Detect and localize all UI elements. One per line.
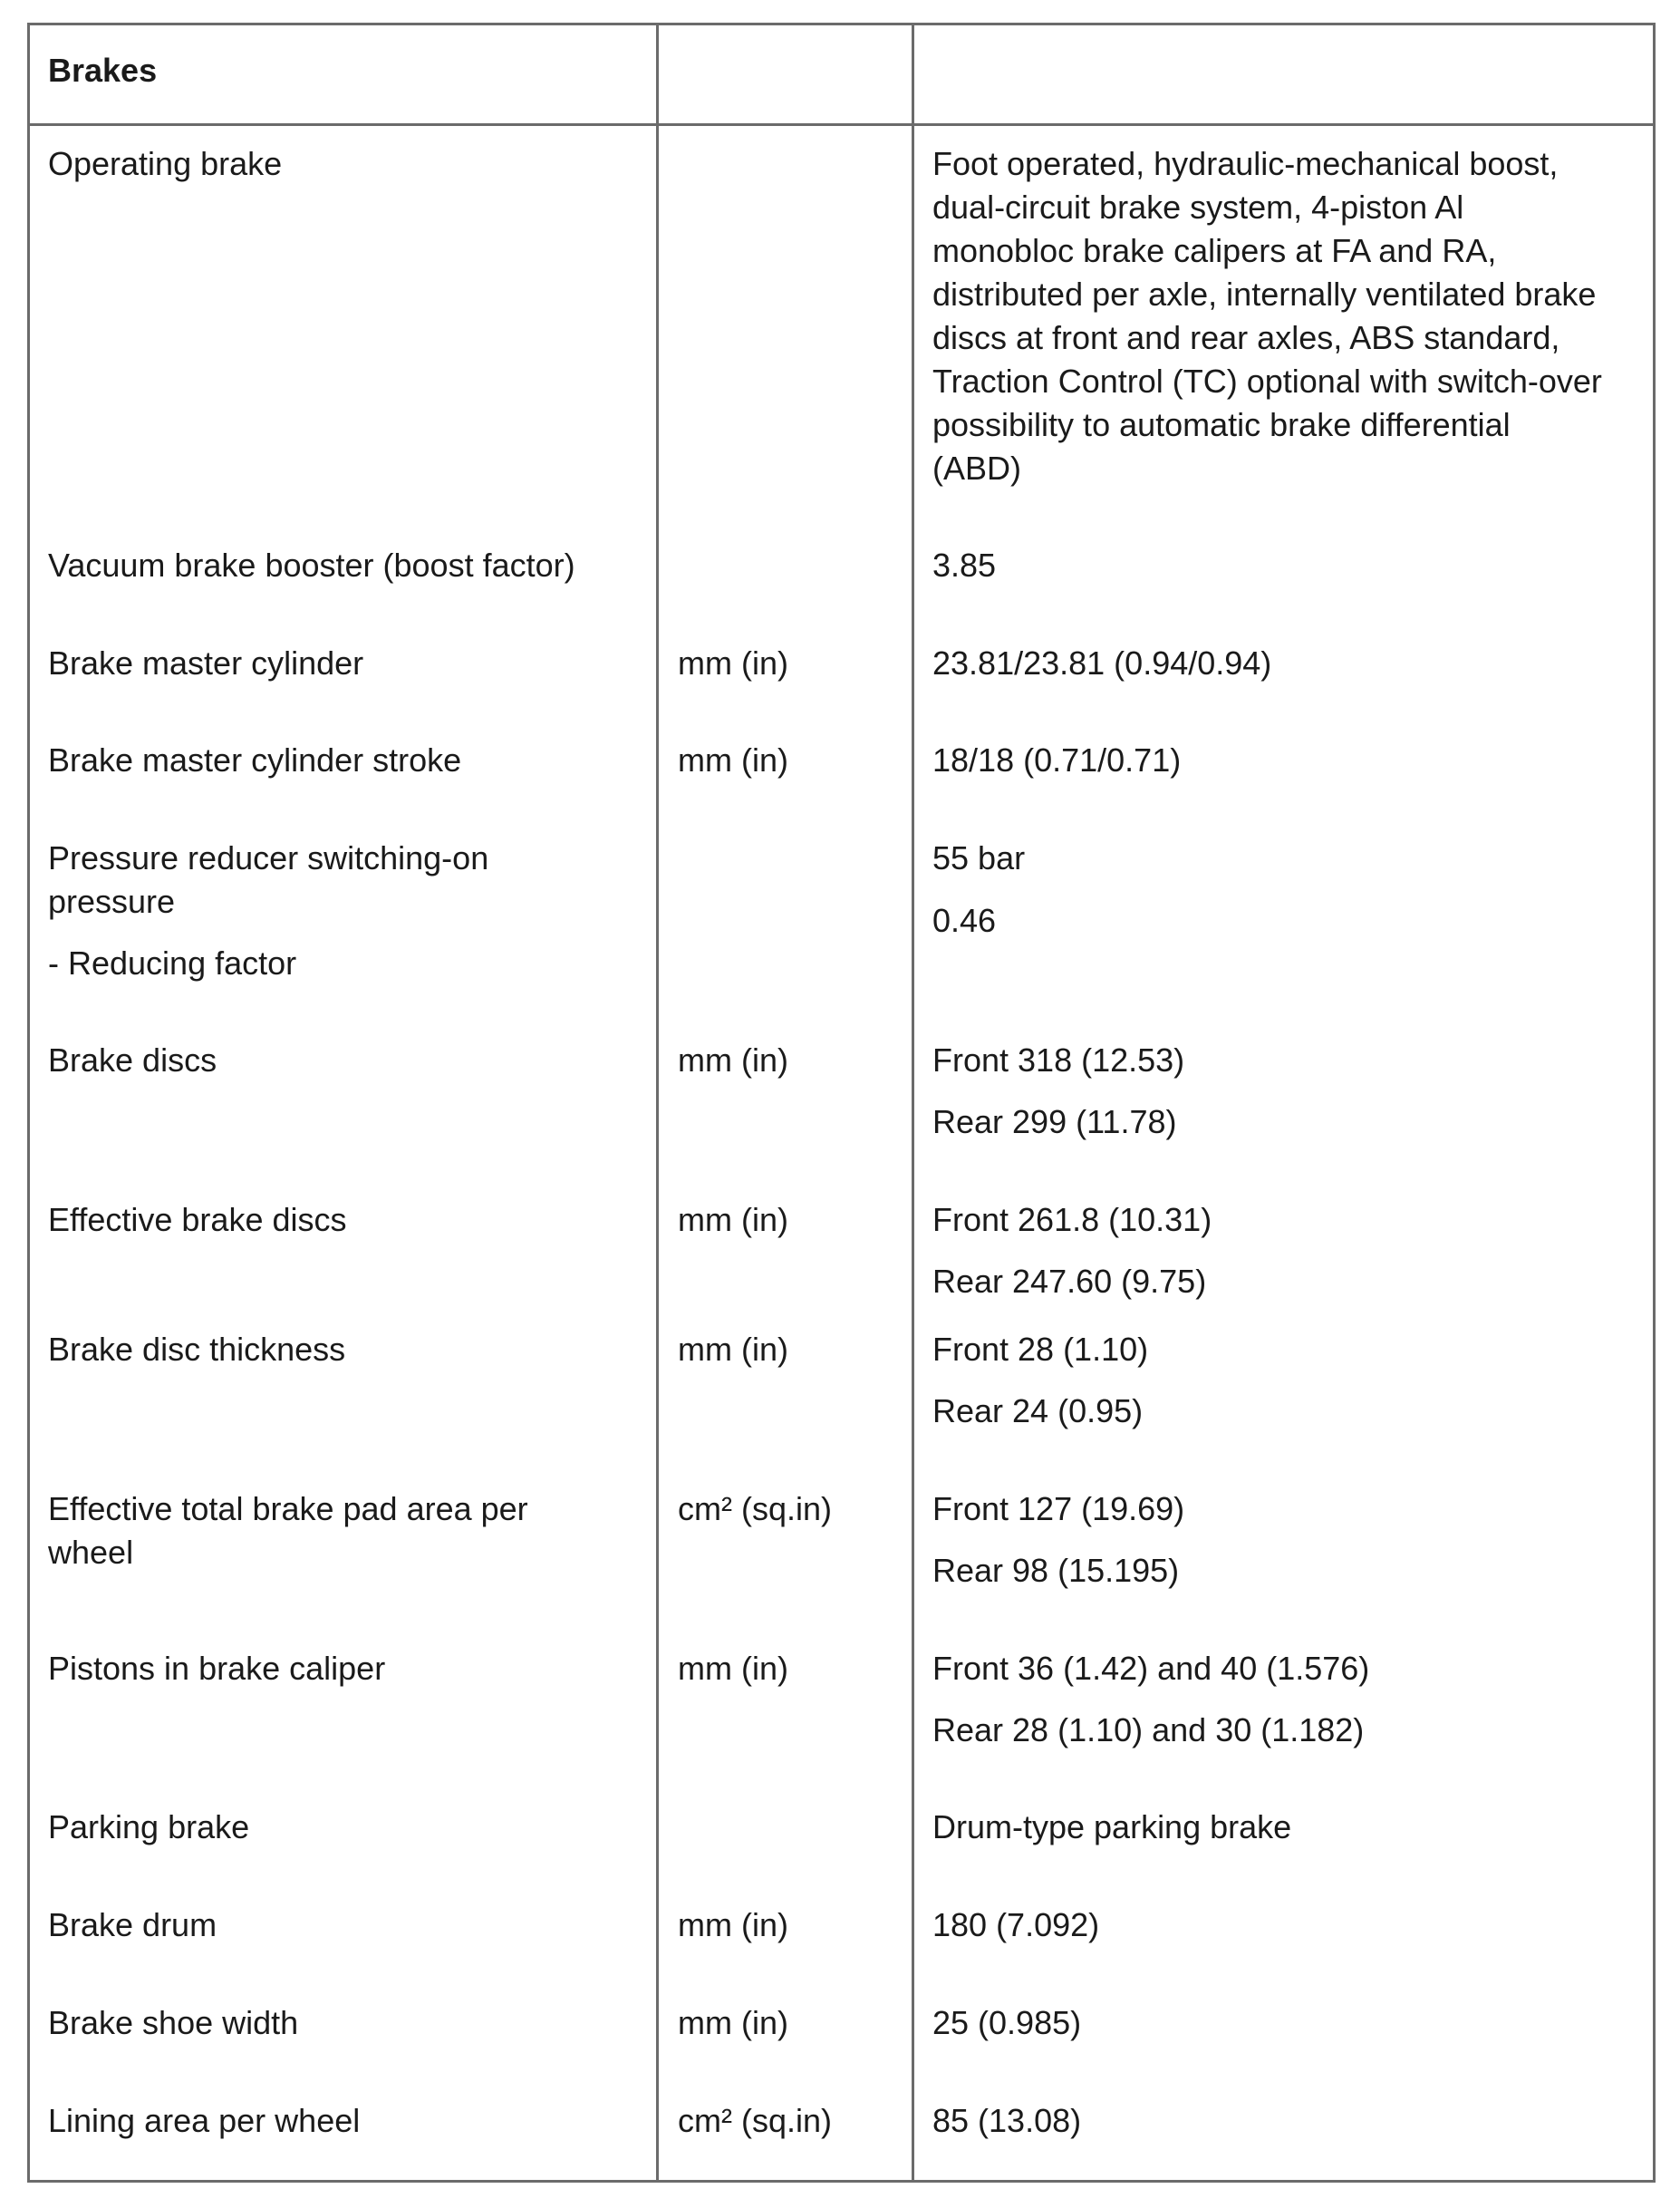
row-value: Rear 24 (0.95) [932,1392,1144,1429]
row-unit: mm (in) [678,1201,788,1238]
row-value: 55 bar [932,839,1026,876]
row-value: 23.81/23.81 (0.94/0.94) [932,644,1272,682]
row-value: 85 (13.08) [932,2102,1082,2139]
row-label: - Reducing factor [48,944,297,982]
row-value: Front 318 (12.53) [932,1041,1185,1079]
row-value: Foot operated, hydraulic-mechanical boost, [932,145,1559,182]
row-label: Vacuum brake booster (boost factor) [48,547,575,584]
row-unit: mm (in) [678,1041,788,1079]
row-label: Operating brake [48,145,283,182]
row-label: Parking brake [48,1808,250,1845]
row-label: Lining area per wheel [48,2102,361,2139]
column-divider [656,25,659,2180]
row-value: discs at front and rear axles, ABS standard, [932,319,1560,356]
row-unit: cm² (sq.in) [678,1490,832,1527]
table-title: Brakes [48,52,158,89]
row-value: Rear 299 (11.78) [932,1103,1177,1140]
row-value: distributed per axle, internally ventilated brake [932,276,1597,313]
row-label: Brake disc thickness [48,1331,346,1368]
row-value: Front 127 (19.69) [932,1490,1185,1527]
row-unit: mm (in) [678,1650,788,1687]
row-value: 0.46 [932,902,997,939]
row-unit: mm (in) [678,1906,788,1943]
row-value: 25 (0.985) [932,2004,1082,2041]
row-value: monobloc brake calipers at FA and RA, [932,232,1497,269]
row-value: 18/18 (0.71/0.71) [932,741,1182,779]
row-label: Brake discs [48,1041,217,1079]
row-value: Front 28 (1.10) [932,1331,1149,1368]
column-divider [912,25,914,2180]
row-value: Rear 98 (15.195) [932,1552,1180,1589]
row-value: 180 (7.092) [932,1906,1100,1943]
row-value: Front 261.8 (10.31) [932,1201,1212,1238]
row-label: Brake drum [48,1906,217,1943]
row-unit: mm (in) [678,644,788,682]
row-label: Effective brake discs [48,1201,347,1238]
row-label: Pressure reducer switching-on [48,839,489,876]
row-value: (ABD) [932,450,1021,487]
row-label: pressure [48,883,176,920]
header-divider [30,123,1653,126]
row-value: Rear 28 (1.10) and 30 (1.182) [932,1711,1365,1748]
row-value: 3.85 [932,547,997,584]
row-value: Traction Control (TC) optional with switch-over [932,363,1602,400]
brakes-spec-table [27,23,1656,2183]
row-unit: mm (in) [678,2004,788,2041]
row-unit: mm (in) [678,741,788,779]
row-label: Effective total brake pad area per [48,1490,528,1527]
row-value: Drum-type parking brake [932,1808,1292,1845]
row-value: dual-circuit brake system, 4-piston Al [932,189,1464,226]
row-unit: cm² (sq.in) [678,2102,832,2139]
row-label: Pistons in brake caliper [48,1650,386,1687]
row-unit: mm (in) [678,1331,788,1368]
row-value: Rear 247.60 (9.75) [932,1263,1207,1300]
row-value: possibility to automatic brake differential [932,406,1511,443]
row-value: Front 36 (1.42) and 40 (1.576) [932,1650,1370,1687]
row-label: Brake master cylinder [48,644,364,682]
row-label: wheel [48,1534,134,1571]
row-label: Brake master cylinder stroke [48,741,462,779]
row-label: Brake shoe width [48,2004,299,2041]
